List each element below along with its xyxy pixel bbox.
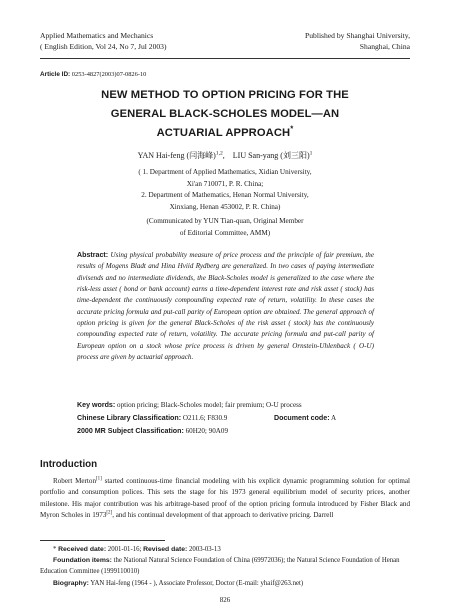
footnote-dates bbox=[40, 544, 410, 555]
section-heading-introduction: Introduction bbox=[40, 459, 98, 470]
journal-issue: ( English Edition, Vol 24, No 7, Jul 2003) bbox=[40, 42, 167, 51]
document-code-value: A bbox=[330, 414, 337, 422]
communicated-by-line-1: (Communicated by YUN Tian-quan, Original Member bbox=[146, 217, 304, 225]
revised-label: Revised date: bbox=[143, 546, 188, 553]
abstract-label: Abstract: bbox=[77, 251, 109, 259]
journal-header bbox=[40, 30, 167, 52]
publisher-name: Published by Shanghai University, bbox=[305, 31, 410, 40]
keywords-value: option pricing; Black-Scholes model; fair premium; O-U process bbox=[117, 401, 302, 409]
affiliation-1-line-2: Xi'an 710071, P. R. China; bbox=[186, 180, 264, 188]
foundation-label: Foundation items: bbox=[53, 557, 112, 565]
revised-value: 2003-03-13 bbox=[189, 546, 221, 553]
page-number: 826 bbox=[219, 596, 231, 604]
author-2-affiliation: 1 bbox=[309, 150, 313, 157]
mr-subject-classification bbox=[77, 427, 228, 435]
footnote-mark: * bbox=[53, 546, 57, 553]
received-value: 2001-01-16; bbox=[107, 546, 142, 553]
citation-2: [2] bbox=[106, 510, 113, 516]
affiliation-2 bbox=[0, 189, 450, 213]
publisher-header bbox=[305, 30, 410, 52]
publisher-location: Shanghai, China bbox=[359, 42, 410, 51]
footnotes bbox=[40, 544, 410, 589]
clc-label: Chinese Library Classification: bbox=[77, 414, 182, 422]
author-line bbox=[0, 150, 450, 161]
title-line-3 bbox=[50, 124, 400, 143]
intro-text-c: , and his continual development of that approach to derivative pricing. Darrell bbox=[112, 510, 334, 519]
keywords-label: Key words: bbox=[77, 401, 116, 409]
author-1: YAN Hai-feng (闫海峰) bbox=[137, 151, 216, 160]
affiliation-2-line-2: Xinxiang, Henan 453002, P. R. China) bbox=[169, 203, 281, 211]
author-separator: , bbox=[222, 151, 225, 160]
footnote-foundation bbox=[40, 555, 410, 577]
received-label: Received date: bbox=[58, 546, 107, 553]
paper-title bbox=[50, 86, 400, 143]
title-footnote-mark: * bbox=[290, 124, 294, 134]
citation-1: [1] bbox=[96, 476, 102, 482]
footnote-biography bbox=[40, 578, 410, 589]
intro-text-a: Robert Merton bbox=[53, 477, 96, 485]
library-classification bbox=[77, 414, 374, 422]
document-code-label: Document code: bbox=[274, 414, 330, 422]
article-id bbox=[40, 71, 146, 78]
affiliation-1 bbox=[0, 166, 450, 190]
abstract bbox=[77, 250, 374, 363]
affiliation-1-line-1: ( 1. Department of Applied Mathematics, Xidian University, bbox=[138, 168, 312, 176]
msc-value: 60H20; 90A09 bbox=[185, 427, 228, 435]
abstract-text: Using physical probability measure of price process and the principle of fair premium, the results of Mogens Bladt and Hina Hviid Rydberg are generalized. In two cases of paying intermediate divisends and no intermediate dividends, the Black-Scholes model is generalized to the case where the risk-less asset ( bond or bank account) earns a time-dependent interest rate and risk asset ( stock) has time-dependent the continuously compounding expected rate of return, volatility. In these cases the accurate pricing formula and put-call parity of European option are obtained. The general approach of option pricing is given for the general Black-Scholes of the risk asset ( stock) has the continuously compounding expected rate of return, volatility. The accurate pricing formula and put-call parity of European option on a stock whose price process is driven by general Ornstein-Uhlenback ( O-U) process are given by actuarial approach. bbox=[77, 251, 374, 362]
author-2: LIU San-yang (刘三阳) bbox=[232, 151, 310, 160]
article-id-label: Article ID: bbox=[40, 71, 71, 78]
clc-value: O211.6; F830.9 bbox=[182, 414, 228, 422]
title-line-2: GENERAL BLACK-SCHOLES MODEL—AN bbox=[110, 108, 340, 120]
title-line-1: NEW METHOD TO OPTION PRICING FOR THE bbox=[101, 89, 349, 101]
biography-value: YAN Hai-feng (1964 - ), Associate Professor, Doctor (E-mail: yhaif@263.net) bbox=[90, 579, 304, 587]
author-1-affiliation: 1,2 bbox=[215, 150, 223, 157]
msc-label: 2000 MR Subject Classification: bbox=[77, 427, 184, 435]
title-line-3-text: ACTUARIAL APPROACH bbox=[156, 127, 291, 139]
introduction-paragraph bbox=[40, 476, 410, 521]
footnote-divider bbox=[40, 540, 165, 541]
article-id-value: 0253-4827(2003)07-0826-10 bbox=[71, 71, 147, 78]
journal-name: Applied Mathematics and Mechanics bbox=[40, 31, 154, 40]
header-divider bbox=[40, 58, 410, 59]
intro-text-b: started continuous-time financial modeling with his explicit dynamic programming solution for optimal portfolio and consumption polices. This sets the stage for his 1973 general equilibrium model of security prices, another milestone. His major contribution was his arbitrage-based proof of the option pricing formula introduced by Fisher Black and Myron Scholes in 1973 bbox=[40, 477, 410, 519]
document-code bbox=[274, 414, 336, 422]
biography-label: Biography: bbox=[53, 579, 89, 587]
foundation-value: the National Natural Science Foundation of China (69972036); the Natural Science Foundation of Henan Education Committee (1999110010) bbox=[40, 557, 400, 576]
affiliation-2-line-1: 2. Department of Mathematics, Henan Normal University, bbox=[141, 191, 309, 199]
communicated-by bbox=[0, 215, 450, 239]
communicated-by-line-2: of Editorial Committee, AMM) bbox=[179, 229, 271, 237]
keywords bbox=[77, 401, 302, 409]
